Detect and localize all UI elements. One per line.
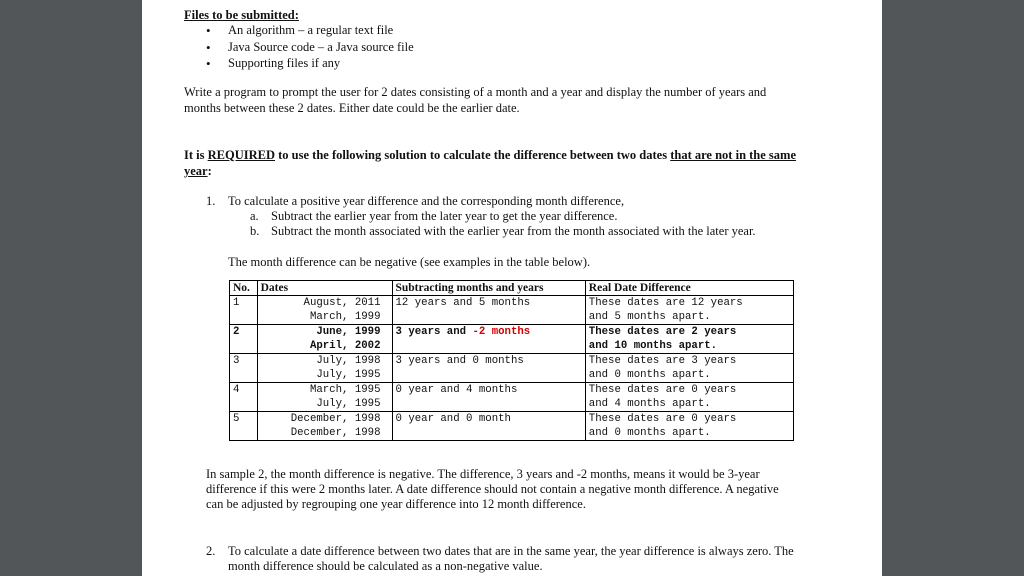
date-value: July, 1995 bbox=[316, 398, 381, 410]
bullet-icon: • bbox=[206, 40, 211, 55]
real-line: These dates are 0 years bbox=[588, 413, 737, 425]
subtract-text: 3 years and bbox=[395, 326, 473, 338]
substep-letter: b. bbox=[250, 224, 260, 238]
row-number: 2 bbox=[230, 325, 258, 354]
real-line: These dates are 3 years bbox=[588, 355, 737, 367]
sample-paragraph-line: In sample 2, the month difference is negative. The difference, 3 years and -2 months, means it would be 3-year bbox=[206, 467, 760, 481]
row-dates bbox=[257, 383, 392, 412]
row-number: 3 bbox=[230, 354, 258, 383]
real-line: These dates are 0 years bbox=[588, 384, 737, 396]
row-real-difference bbox=[585, 325, 793, 354]
row-dates bbox=[257, 412, 392, 441]
real-line: and 0 months apart. bbox=[588, 427, 711, 439]
step-text: To calculate a positive year difference and the corresponding month difference, bbox=[228, 194, 625, 208]
required-year: year bbox=[184, 164, 208, 178]
file-item: An algorithm – a regular text file bbox=[228, 23, 394, 37]
step-number: 2. bbox=[206, 544, 216, 558]
row-dates bbox=[257, 296, 392, 325]
table-row bbox=[230, 296, 794, 325]
substep-letter: a. bbox=[250, 209, 259, 223]
intro-line: months between these 2 dates. Either date could be the earlier date. bbox=[184, 101, 520, 115]
header-real-difference: Real Date Difference bbox=[585, 281, 793, 296]
header-dates: Dates bbox=[257, 281, 392, 296]
date-value: August, 2011 bbox=[303, 297, 381, 309]
file-item: Java Source code – a Java source file bbox=[228, 40, 414, 54]
bullet-icon: • bbox=[206, 56, 211, 71]
date-value: July, 1995 bbox=[316, 369, 381, 381]
row-real-difference bbox=[585, 354, 793, 383]
sample-paragraph-line: can be adjusted by regrouping one year difference into 12 month difference. bbox=[206, 497, 586, 511]
date-value: December, 1998 bbox=[290, 427, 381, 439]
row-subtracting: 12 years and 5 months bbox=[392, 296, 585, 325]
real-line: These dates are 2 years bbox=[588, 326, 737, 338]
document-page bbox=[142, 0, 882, 576]
row-dates bbox=[257, 354, 392, 383]
required-underlined: that are not in the same bbox=[670, 148, 797, 162]
row-subtracting: 0 year and 4 months bbox=[392, 383, 585, 412]
table-header-row bbox=[230, 281, 794, 296]
date-value: July, 1998 bbox=[316, 355, 381, 367]
row-number: 5 bbox=[230, 412, 258, 441]
files-heading: Files to be submitted: bbox=[184, 8, 299, 22]
table-row bbox=[230, 383, 794, 412]
header-no: No. bbox=[230, 281, 258, 296]
required-text: It is bbox=[184, 148, 208, 162]
date-value: June, 1999 bbox=[316, 326, 381, 338]
date-value: March, 1999 bbox=[309, 311, 381, 323]
required-line-2 bbox=[184, 163, 212, 179]
real-line: and 4 months apart. bbox=[588, 398, 711, 410]
real-line: and 0 months apart. bbox=[588, 369, 711, 381]
substep-text: Subtract the month associated with the earlier year from the month associated with the later year. bbox=[271, 224, 756, 238]
real-line: These dates are 12 years bbox=[588, 297, 743, 309]
date-value: March, 1995 bbox=[309, 384, 381, 396]
intro-line: Write a program to prompt the user for 2 dates consisting of a month and a year and display the number of years and bbox=[184, 85, 767, 99]
substep-text: Subtract the earlier year from the later year to get the year difference. bbox=[271, 209, 618, 223]
table-row bbox=[230, 412, 794, 441]
examples-table bbox=[229, 280, 794, 441]
date-value: April, 2002 bbox=[309, 340, 381, 352]
row-subtracting: 3 years and 0 months bbox=[392, 354, 585, 383]
table-row bbox=[230, 325, 794, 354]
row-real-difference bbox=[585, 383, 793, 412]
required-colon: : bbox=[207, 164, 212, 178]
date-value: December, 1998 bbox=[290, 413, 381, 425]
negative-months: -2 months bbox=[472, 326, 531, 338]
required-line bbox=[184, 147, 796, 163]
row-real-difference bbox=[585, 296, 793, 325]
row-number: 1 bbox=[230, 296, 258, 325]
bullet-icon: • bbox=[206, 23, 211, 38]
row-subtracting bbox=[392, 325, 585, 354]
required-word: REQUIRED bbox=[207, 148, 275, 162]
row-dates bbox=[257, 325, 392, 354]
sample-paragraph-line: difference if this were 2 months later. A date difference should not contain a negative month difference. A negative bbox=[206, 482, 779, 496]
row-real-difference bbox=[585, 412, 793, 441]
step2-line: month difference should be calculated as a non-negative value. bbox=[228, 559, 543, 573]
row-subtracting: 0 year and 0 month bbox=[392, 412, 585, 441]
header-subtracting: Subtracting months and years bbox=[392, 281, 585, 296]
file-item: Supporting files if any bbox=[228, 56, 341, 70]
real-line: and 10 months apart. bbox=[588, 340, 718, 352]
real-line: and 5 months apart. bbox=[588, 311, 711, 323]
step-number: 1. bbox=[206, 194, 216, 208]
table-row bbox=[230, 354, 794, 383]
step2-line: To calculate a date difference between two dates that are in the same year, the year difference is always zero. The bbox=[228, 544, 794, 558]
month-note: The month difference can be negative (see examples in the table below). bbox=[228, 255, 591, 269]
required-text: to use the following solution to calculate the difference between two dates bbox=[275, 148, 671, 162]
row-number: 4 bbox=[230, 383, 258, 412]
